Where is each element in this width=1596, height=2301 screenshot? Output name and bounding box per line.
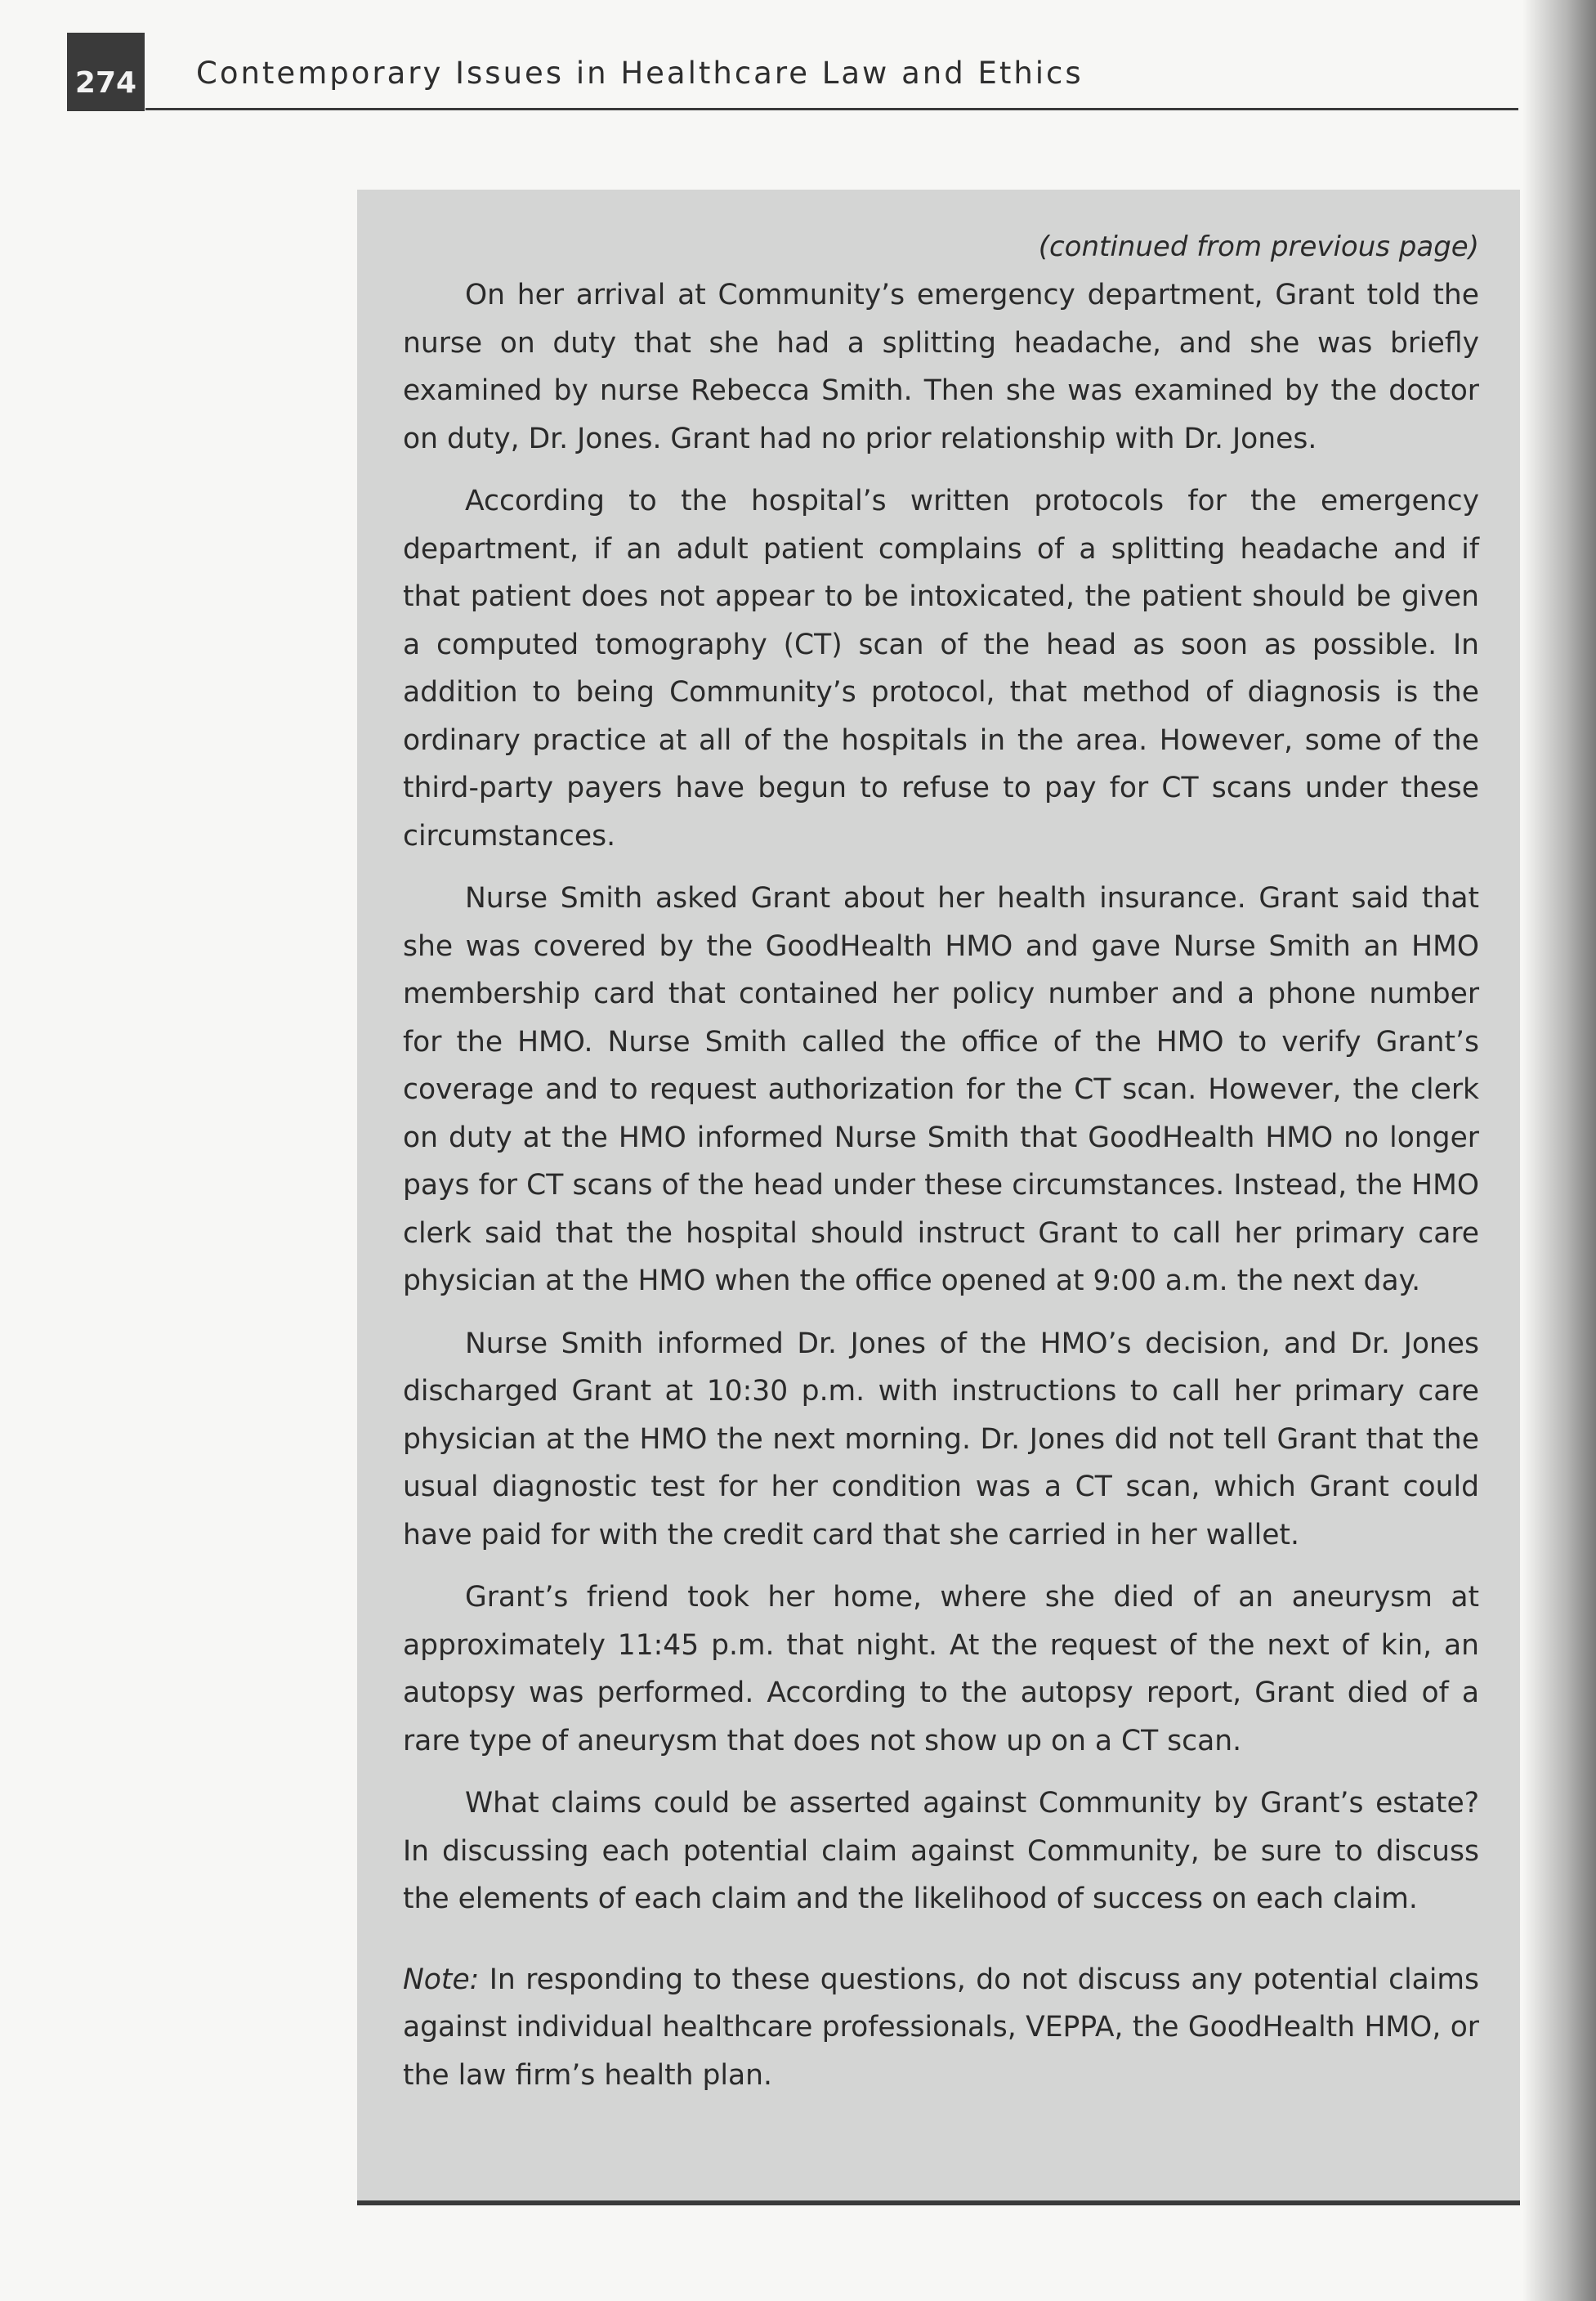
note-text: In responding to these questions, do not discuss any potential claims against individual healthcare professionals, VEPPA, the GoodHealth HMO, or the law firm’s health plan. bbox=[403, 1963, 1479, 2092]
running-header-title: Contemporary Issues in Healthcare Law and Ethics bbox=[196, 56, 1084, 91]
header-divider bbox=[145, 108, 1518, 110]
paragraph-protocols: According to the hospital’s written protocols for the emergency department, if an adult patient complains of a splitting headache and if that patient does not appear to be intoxicated, the patient should be given a computed tomography (CT) scan of the head as soon as possible. In addition to being Community’s protocol, that method of diagnosis is the ordinary practice at all of the hospitals in the area. However, some of the third-party payers have begun to refuse to pay for CT scans under these circumstances. bbox=[403, 485, 1479, 853]
case-study-box bbox=[357, 190, 1520, 2200]
continued-label: (continued from previous page) bbox=[1038, 231, 1479, 263]
paragraph-death: Grant’s friend took her home, where she died of an aneurysm at approximately 11:45 p.m. that night. At the request of the next of kin, an autopsy was performed. According to the autopsy report, Grant died of a rare type of aneurysm that does not show up on a CT scan. bbox=[403, 1581, 1479, 1757]
box-bottom-divider bbox=[357, 2200, 1520, 2205]
page-number: 274 bbox=[67, 33, 145, 111]
paragraph-question: What claims could be asserted against Community by Grant’s estate? In discussing each potential claim against Community, be sure to discuss the elements of each claim and the likelihood of success on each claim. bbox=[403, 1787, 1479, 1915]
paragraph-arrival: On her arrival at Community’s emergency department, Grant told the nurse on duty that she had a splitting headache, and she was briefly examined by nurse Rebecca Smith. Then she was examined by the doctor on duty, Dr. Jones. Grant had no prior relationship with Dr. Jones. bbox=[403, 279, 1479, 455]
paragraph-insurance: Nurse Smith asked Grant about her health insurance. Grant said that she was covered by the GoodHealth HMO and gave Nurse Smith an HMO membership card that contained her policy number and a phone number for the HMO. Nurse Smith called the office of the HMO to verify Grant’s coverage and to request authorization for the CT scan. However, the clerk on duty at the HMO informed Nurse Smith that GoodHealth HMO no longer pays for CT scans of the head under these circumstances. Instead, the HMO clerk said that the hospital should instruct Grant to call her primary care physician at the HMO when the office opened at 9:00 a.m. the next day. bbox=[403, 882, 1479, 1297]
paragraph-discharge: Nurse Smith informed Dr. Jones of the HMO’s decision, and Dr. Jones discharged Grant at 10:30 p.m. with instructions to call her primary care physician at the HMO the next morning. Dr. Jones did not tell Grant that the usual diagnostic test for her condition was a CT scan, which Grant could have paid for with the credit card that she carried in her wallet. bbox=[403, 1327, 1479, 1551]
note-paragraph bbox=[403, 1956, 1479, 2100]
note-label: Note: bbox=[403, 1963, 480, 1996]
page-gutter-shadow bbox=[1522, 0, 1596, 2301]
